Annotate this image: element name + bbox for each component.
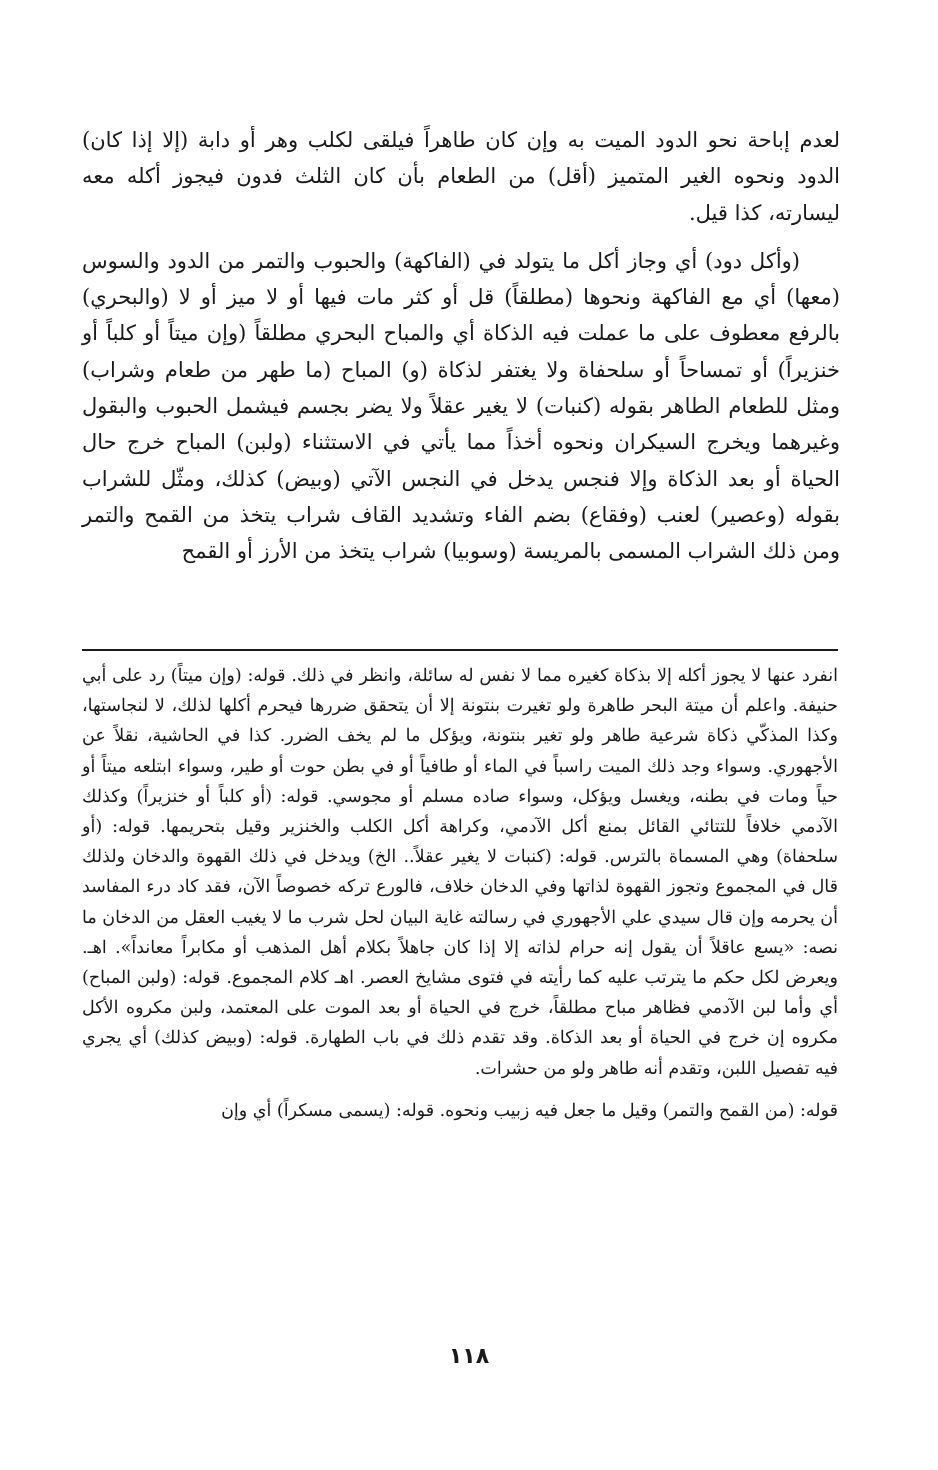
footnote-paragraph: انفرد عنها لا يجوز أكله إلا بذكاة كغيره مما لا نفس له سائلة، وانظر في ذلك. قوله: (وإن ميتاً) رد على أبي حنيفة. واعلم أن ميتة البحر طاهرة ولو تغيرت بنتونة إلا أن يتحقق ضررها فيحرم أكلها لذلك، لا لنجاستها، وكذا المذكّي ذكاة شرعية طاهر ولو تغير بنتونة، ويؤكل ما لم يخف الضرر. كذا في الحاشية، نقلاً عن الأجهوري. وسواء وجد ذلك الميت راسباً في الماء أو طافياً أو في بطن حوت أو طير، وسواء ابتلعه ميتاً أو حياً ومات في بطنه، ويغسل ويؤكل، وسواء صاده مسلم أو مجوسي. قوله: (أو كلباً أو خنزيراً) وكذلك الآدمي خلافاً للتتائي القائل بمنع أكل الآدمي، وكراهة أكل الكلب والخنزير وقيل بتحريمها. قوله: (أو سلحفاة) وهي المسماة بالترس. قوله: (كنبات لا يغير عقلاً.. الخ) ويدخل في ذلك القهوة والدخان ولذلك قال في المجموع وتجوز القهوة لذاتها وفي الدخان خلاف، فالورع تركه خصوصاً الآن، فقد كاد درء المفاسد أن يحرمه وإن قال سيدي علي الأجهوري في رسالته غاية البيان لحل شرب ما لا يغيب العقل من الدخان ما نصه: «يسع عاقلاً أن يقول إنه حرام لذاته إلا إذا كان جاهلاً بكلام أهل المذهب أو مكابراً معانداً». اهـ. ويعرض لكل حكم ما يترتب عليه كما رأيته في فتوى مشايخ العصر. اهـ كلام المجموع. قوله: (ولبن المباح) أي وأما لبن الآدمي فظاهر مباح مطلقاً، خرج في الحياة أو بعد الموت على المعتمد، ولبن مكروه الأكل مكروه إن خرج في الحياة أو بعد الذكاة. وقد تقدم ذلك في باب الطهارة. قوله: (وبيض كذلك) أي يجري فيه تفصيل اللبن، وتقدم أنه طاهر ولو من حشرات. [82,666,838,1079]
footnote-divider [82,649,838,651]
footnote-paragraph: قوله: (من القمح والتمر) وقيل ما جعل فيه زبيب ونحوه. قوله: (يسمى مسكراً) أي وإن [221,1100,838,1121]
page-number: ١١٨ [448,1344,490,1369]
main-paragraph: لعدم إباحة نحو الدود الميت به وإن كان طاهراً فيلقى لكلب وهر أو دابة (إلا إذا كان) الدود ونحوه الغير المتميز (أقل) من الطعام بأن كان الثلث فدون فيجوز أكله معه ليسارته، كذا قيل. [82,128,840,225]
main-paragraph: (وأكل دود) أي وجاز أكل ما يتولد في (الفاكهة) والحبوب والتمر من الدود والسوس (معها) أي مع الفاكهة ونحوها (مطلقاً) قل أو كثر مات فيها أو لا ميز أو لا (والبحري) بالرفع معطوف على ما عملت فيه الذكاة أي والمباح البحري مطلقاً (وإن ميتاً أو كلباً أو خنزيراً) أو تمساحاً أو سلحفاة ولا يغتفر لذكاة (و) المباح (ما طهر من طعام وشراب) ومثل للطعام الطاهر بقوله (كنبات) لا يغير عقلاً ولا يضر بجسم فيشمل الحبوب والبقول وغيرهما ويخرج السيكران ونحوه أخذاً مما يأتي في الاستثناء (ولبن) المباح خرج حال الحياة أو بعد الذكاة وإلا فنجس يدخل في النجس الآتي (وبيض) كذلك، ومثّل للشراب بقوله (وعصير) لعنب (وفقاع) بضم الفاء وتشديد القاف شراب يتخذ من القمح والتمر ومن ذلك الشراب المسمى بالمريسة (وسوبيا) شراب يتخذ من الأرز أو القمح [82,248,840,564]
footnotes-section [82,661,838,1126]
main-text-body [82,122,840,570]
